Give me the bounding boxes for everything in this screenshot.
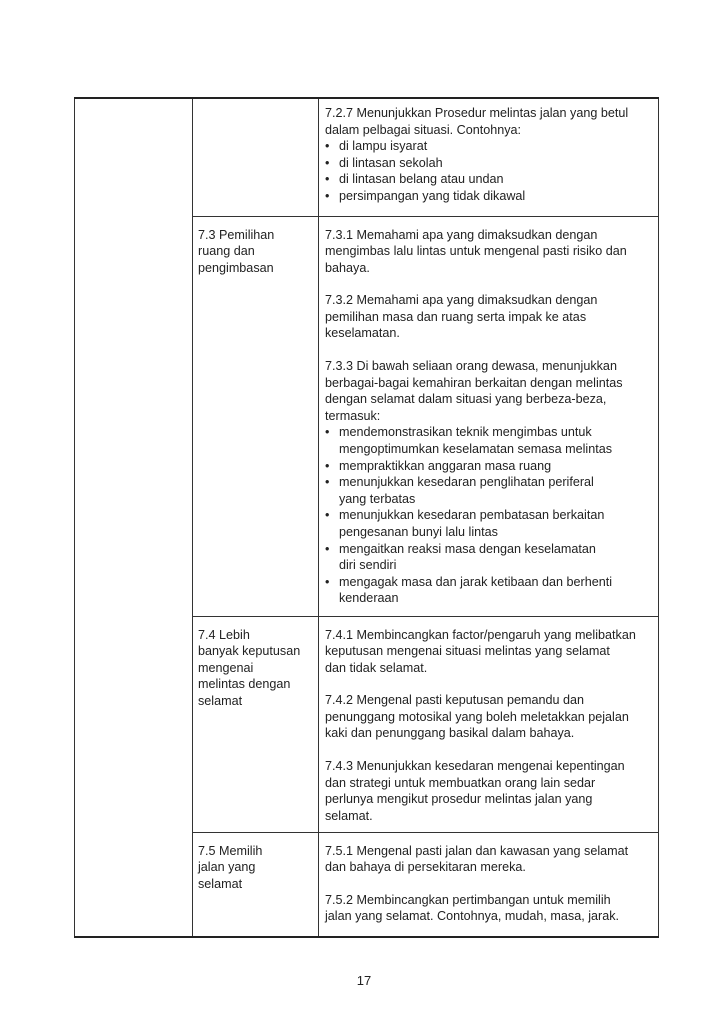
standard-text-line: jalan yang selamat. Contohnya, mudah, masa, jarak. [325,909,620,924]
standard-text-line: dan tidak selamat. [325,660,428,675]
standard-text-line: dalam pelbagai situasi. Contohnya: [325,122,522,137]
content-cell [319,832,659,937]
topic-cell [193,216,319,616]
standard-text-line: 7.4.3 Menunjukkan kesedaran mengenai kepentingan [325,759,625,774]
topic-line: mengenai [198,660,254,675]
bullet-item [325,188,654,205]
bullet-list [325,424,654,607]
topic-line: pengimbasan [198,260,274,275]
standard-text-line: kaki dan penunggang basikal dalam bahaya. [325,726,575,741]
standard-text-line: dan bahaya di persekitaran mereka. [325,860,526,875]
blank-cell [75,832,193,937]
standard-text-line: 7.4.2 Mengenal pasti keputusan pemandu dan [325,693,585,708]
bullet-item [325,138,654,155]
blank-cell [75,216,193,616]
standard-text-line: 7.4.1 Membincangkan factor/pengaruh yang melibatkan [325,627,636,642]
table-row [75,616,659,832]
topic-line: selamat [198,876,243,891]
bullet-text-line: mengoptimumkan keselamatan semasa melintas [339,442,612,457]
page-number: 17 [356,973,372,988]
bullet-text-line: • mengaitkan reaksi masa dengan keselamatan [339,541,596,556]
bullet-item [325,541,654,574]
content-cell [319,616,659,832]
standard-text-line: dan strategi untuk membuatkan orang lain sedar [325,775,596,790]
learning-standard [325,843,654,876]
topic-line: selamat [198,693,243,708]
table-row [75,832,659,937]
blank-cell [75,98,193,216]
bullet-text-line: yang terbatas [339,491,416,506]
topic-line: 7.3 Pemilihan [198,227,275,242]
learning-standard [325,358,654,607]
bullet-text-line: • di lampu isyarat [339,139,428,154]
bullet-text-line: • mengagak masa dan jarak ketibaan dan berhenti [339,574,613,589]
topic-line: ruang dan [198,244,255,259]
standard-text-line: keselamatan. [325,326,400,341]
standard-text-line: termasuk: [325,408,381,423]
learning-standard [325,227,654,277]
bullet-text-line: • menunjukkan kesedaran penglihatan periferal [339,475,594,490]
standard-text-line: perlunya mengikut prosedur melintas jalan yang [325,792,593,807]
learning-standard [325,892,654,925]
standard-text-line: 7.3.3 Di bawah seliaan orang dewasa, menunjukkan [325,359,617,374]
bullet-text-line: • menunjukkan kesedaran pembatasan berkaitan [339,508,605,523]
learning-standard [325,758,654,824]
bullet-text-line: • di lintasan belang atau undan [339,172,504,187]
table-row [75,98,659,216]
standard-text-line: 7.5.1 Mengenal pasti jalan dan kawasan yang selamat [325,843,629,858]
standard-text-line: keputusan mengenai situasi melintas yang selamat [325,644,610,659]
blank-cell [75,616,193,832]
learning-standard [325,105,654,205]
bullet-item [325,474,654,507]
bullet-text-line: • di lintasan sekolah [339,155,443,170]
bullet-text-line: • mempraktikkan anggaran masa ruang [339,458,552,473]
learning-standard [325,292,654,342]
curriculum-table [74,97,659,938]
bullet-item [325,458,654,475]
standard-text-line: 7.3.1 Memahami apa yang dimaksudkan dengan [325,227,598,242]
bullet-item [325,171,654,188]
standard-text-line: 7.3.2 Memahami apa yang dimaksudkan dengan [325,293,598,308]
topic-line: banyak keputusan [198,644,301,659]
content-cell [319,216,659,616]
topic-line: jalan yang [198,860,256,875]
bullet-text-line: • persimpangan yang tidak dikawal [339,188,526,203]
standard-text-line: pemilihan masa dan ruang serta impak ke atas [325,309,587,324]
topic-line: melintas dengan [198,677,291,692]
table-row [75,216,659,616]
content-cell [319,98,659,216]
topic-cell [193,616,319,832]
standard-text-line: mengimbas lalu lintas untuk mengenal pasti risiko dan [325,244,627,259]
table-body [75,98,659,937]
bullet-item [325,507,654,540]
learning-standard [325,692,654,742]
learning-standard [325,627,654,677]
bullet-text-line: • mendemonstrasikan teknik mengimbas untuk [339,425,592,440]
standard-text-line: berbagai-bagai kemahiran berkaitan dengan melintas [325,375,623,390]
standard-text-line: 7.5.2 Membincangkan pertimbangan untuk memilih [325,892,611,907]
bullet-text-line: kenderaan [339,591,399,606]
bullet-text-line: pengesanan bunyi lalu lintas [339,525,498,539]
topic-cell [193,98,319,216]
bullet-item [325,424,654,457]
bullet-item [325,155,654,172]
bullet-list [325,138,654,204]
bullet-text-line: diri sendiri [339,558,397,573]
topic-line: 7.4 Lebih [198,627,250,642]
topic-cell [193,832,319,937]
standard-text-line: 7.2.7 Menunjukkan Prosedur melintas jalan yang betul [325,106,629,120]
standard-text-line: penunggang motosikal yang boleh meletakkan pejalan [325,709,629,724]
bullet-item [325,574,654,607]
standard-text-line: dengan selamat dalam situasi yang berbeza-beza, [325,392,607,407]
topic-line: 7.5 Memilih [198,843,263,858]
standard-text-line: selamat. [325,808,373,823]
standard-text-line: bahaya. [325,260,370,275]
